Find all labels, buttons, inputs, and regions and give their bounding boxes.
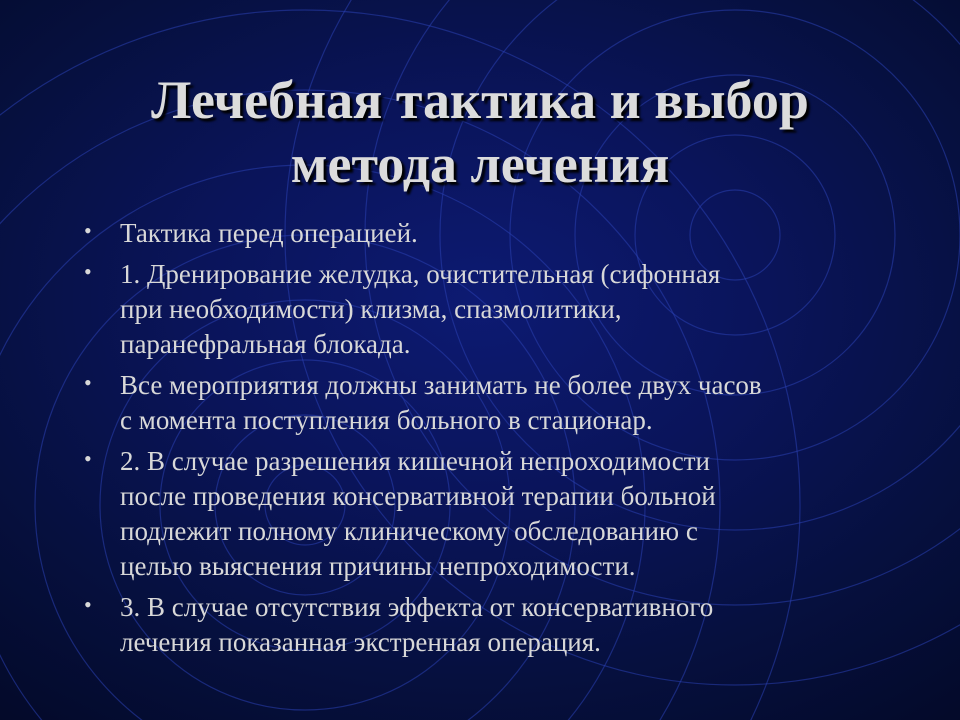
bullet-marker: • xyxy=(84,446,92,471)
title-line-2: метода лечения xyxy=(290,134,670,194)
bullet-item xyxy=(84,590,914,660)
bullet-item xyxy=(84,368,914,438)
bullet-line: 2. В случае разрешения кишечной непроходимости xyxy=(120,446,710,476)
bullet-item xyxy=(84,216,914,251)
bullet-item xyxy=(84,444,914,584)
bullet-line: подлежит полному клиническому обследованию с xyxy=(120,516,698,546)
bullet-marker: • xyxy=(84,218,92,243)
bullet-line: паранефральная блокада. xyxy=(120,329,411,359)
bullet-list xyxy=(84,216,914,666)
bullet-marker: • xyxy=(84,259,92,284)
title-line-1: Лечебная тактика и выбор xyxy=(151,70,809,130)
bullet-item xyxy=(84,257,914,362)
bullet-line: лечения показанная экстренная операция. xyxy=(120,627,601,657)
bullet-line: 1. Дренирование желудка, очистительная (сифонная xyxy=(120,259,721,289)
slide-title xyxy=(60,68,900,196)
bullet-line: с момента поступления больного в стационар. xyxy=(120,405,653,435)
bullet-line: после проведения консервативной терапии больной xyxy=(120,481,716,511)
bullet-marker: • xyxy=(84,370,92,395)
bullet-line: 3. В случае отсутствия эффекта от консервативного xyxy=(120,592,714,622)
bullet-line: целью выяснения причины непроходимости. xyxy=(120,551,636,581)
bullet-line: Тактика перед операцией. xyxy=(120,218,418,248)
bullet-line: при необходимости) клизма, спазмолитики, xyxy=(120,294,622,324)
bullet-line: Все мероприятия должны занимать не более двух часов xyxy=(120,370,762,400)
bullet-marker: • xyxy=(84,592,92,617)
